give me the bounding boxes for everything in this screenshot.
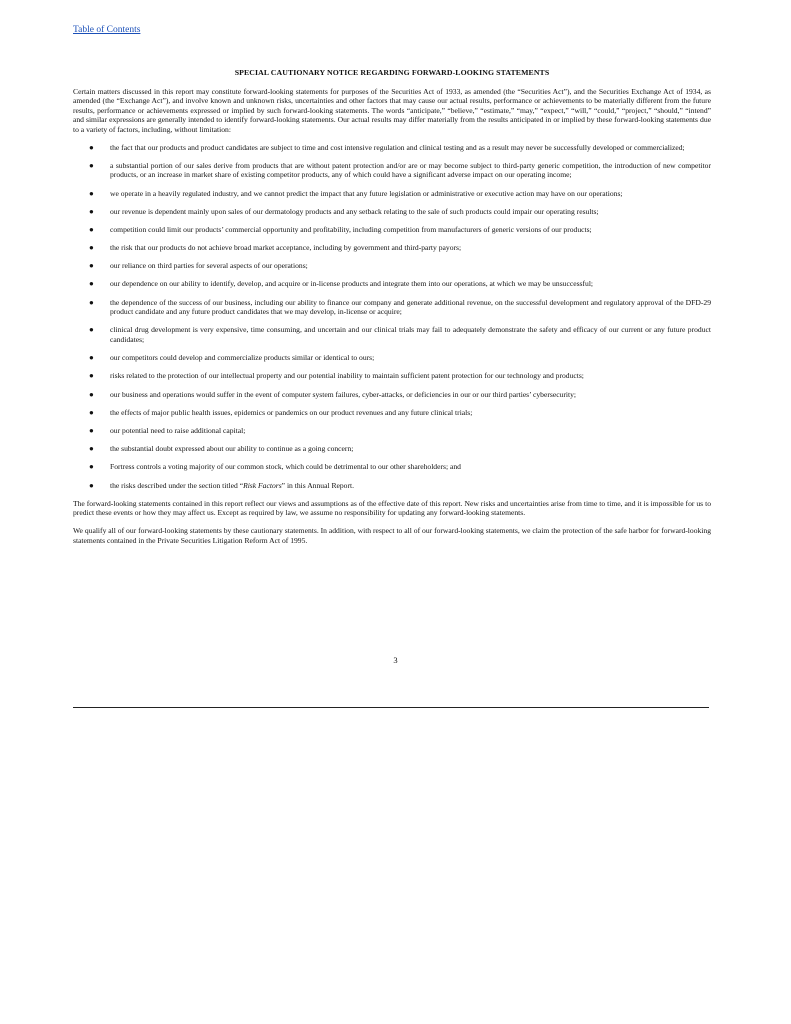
list-item-text: our reliance on third parties for several aspects of our operations; bbox=[110, 261, 308, 271]
bullet-icon: ● bbox=[89, 389, 94, 399]
list-item-text: the substantial doubt expressed about our ability to continue as a going concern; bbox=[110, 444, 354, 454]
bullet-icon: ● bbox=[89, 224, 94, 234]
list-item-text bbox=[110, 481, 354, 490]
list-item bbox=[73, 243, 711, 253]
list-item-text-prefix: the risks described under the section titled “ bbox=[110, 480, 244, 490]
list-item-text: our competitors could develop and commercialize products similar or identical to ours; bbox=[110, 353, 375, 363]
list-item-text: the dependence of the success of our business, including our ability to finance our company and generate additional revenue, on the successful development and regulatory approval of the DFD-29 product candidate and any future product candidates that we may develop, in-license or acquire; bbox=[110, 297, 711, 317]
list-item bbox=[73, 207, 711, 217]
document-body bbox=[73, 68, 711, 553]
list-item-text: risks related to the protection of our intellectual property and our potential inability to maintain sufficient patent protection for our technology and products; bbox=[110, 371, 584, 381]
list-item bbox=[73, 279, 711, 289]
section-heading: SPECIAL CAUTIONARY NOTICE REGARDING FORWARD-LOOKING STATEMENTS bbox=[234, 68, 550, 77]
page-number: 3 bbox=[393, 655, 398, 665]
list-item bbox=[73, 298, 711, 317]
bullet-icon: ● bbox=[89, 425, 94, 435]
list-item-text: our revenue is dependent mainly upon sales of our dermatology products and any setback relating to the sale of such products could impair our operating results; bbox=[110, 206, 599, 216]
closing-paragraph-2: We qualify all of our forward-looking statements by these cautionary statements. In addition, with respect to all of our forward-looking statements, we claim the protection of the safe harbor for forward-looking statements contained in the Private Securities Litigation Reform Act of 1995. bbox=[73, 525, 711, 545]
bullet-icon: ● bbox=[89, 371, 94, 381]
bullet-icon: ● bbox=[89, 462, 94, 472]
bullet-icon: ● bbox=[89, 261, 94, 271]
page-divider bbox=[73, 707, 709, 708]
bullet-icon: ● bbox=[89, 444, 94, 454]
list-item-text: Fortress controls a voting majority of our common stock, which could be detrimental to our other shareholders; and bbox=[110, 462, 461, 472]
bullet-icon: ● bbox=[89, 407, 94, 417]
list-item-text: our business and operations would suffer in the event of computer system failures, cyber-attacks, or deficiencies in our or our third parties’ cybersecurity; bbox=[110, 389, 577, 399]
list-item-text: competition could limit our products’ commercial opportunity and profitability, including competition from manufacturers of generic versions of our products; bbox=[110, 224, 592, 234]
intro-paragraph: Certain matters discussed in this report may constitute forward-looking statements for purposes of the Securities Act of 1933, as amended (the “Securities Act”), and the Securities Exchange Act of 1934, as amended (the “Exchange Act”), and involve known and unknown risks, uncertainties and other factors that may cause our actual results, performance or achievements to be materially different from the future results, performance or achievements expressed or implied by such forward-looking statements. The words “anticipate,” “believe,” “estimate,” “may,” “expect,” “will,” “could,” “project,” “should,” “intend” and similar expressions are generally intended to identify forward-looking statements. Our actual results may differ materially from the results anticipated in or implied by these forward-looking statements due to a variety of factors, including, without limitation: bbox=[73, 86, 711, 134]
list-item-text: the effects of major public health issues, epidemics or pandemics on our product revenues and any future clinical trials; bbox=[110, 407, 473, 417]
bullet-icon: ● bbox=[89, 206, 94, 216]
list-item bbox=[73, 371, 711, 381]
list-item bbox=[73, 353, 711, 363]
bullet-icon: ● bbox=[89, 353, 94, 363]
bullet-icon: ● bbox=[89, 279, 94, 289]
bullet-icon: ● bbox=[89, 160, 94, 170]
list-item-text: the fact that our products and product candidates are subject to time and cost intensive regulation and clinical testing and as a result may never be successfully developed or commercialized; bbox=[110, 142, 685, 152]
list-item-text: the risk that our products do not achieve broad market acceptance, including by government and third-party payors; bbox=[110, 243, 462, 253]
list-item bbox=[73, 225, 711, 235]
bullet-icon: ● bbox=[89, 480, 94, 490]
risk-factor-list bbox=[73, 143, 711, 491]
bullet-icon: ● bbox=[89, 142, 94, 152]
bullet-icon: ● bbox=[89, 243, 94, 253]
list-item bbox=[73, 390, 711, 400]
list-item bbox=[73, 189, 711, 199]
list-item bbox=[73, 444, 711, 454]
table-of-contents-link[interactable]: Table of Contents bbox=[73, 25, 141, 35]
bullet-icon: ● bbox=[89, 325, 94, 335]
list-item-text: our dependence on our ability to identify, develop, and acquire or in-license products and integrate them into our operations, at which we may be unsuccessful; bbox=[110, 279, 594, 289]
risk-factors-reference: Risk Factors bbox=[243, 480, 282, 490]
list-item-text: we operate in a heavily regulated industry, and we cannot predict the impact that any future legislation or administrative or executive action may have on our operations; bbox=[110, 188, 623, 198]
list-item bbox=[73, 481, 711, 491]
list-item-text: clinical drug development is very expensive, time consuming, and uncertain and our clinical trials may fail to adequately demonstrate the safety and efficacy of our current or any future product candidates; bbox=[110, 325, 711, 345]
bullet-icon: ● bbox=[89, 297, 94, 307]
list-item bbox=[73, 426, 711, 436]
list-item bbox=[73, 161, 711, 180]
list-item bbox=[73, 325, 711, 344]
closing-paragraph-1: The forward-looking statements contained in this report reflect our views and assumptions as of the effective date of this report. New risks and uncertainties arise from time to time, and it is impossible for us to predict these events or how they may affect us. Except as required by law, we assume no responsibility for updating any forward-looking statements. bbox=[73, 498, 711, 518]
bullet-icon: ● bbox=[89, 188, 94, 198]
list-item-text-suffix: ” in this Annual Report. bbox=[281, 480, 355, 490]
list-item bbox=[73, 261, 711, 271]
list-item-text: a substantial portion of our sales derive from products that are without patent protection and/or are or may become subject to third-party generic competition, the introduction of new competitor products, or an increase in market share of existing competitor products, any of which could have a significant adverse impact on our operating income; bbox=[110, 160, 711, 180]
list-item bbox=[73, 462, 711, 472]
list-item bbox=[73, 143, 711, 153]
list-item bbox=[73, 408, 711, 418]
list-item-text: our potential need to raise additional capital; bbox=[110, 425, 246, 435]
